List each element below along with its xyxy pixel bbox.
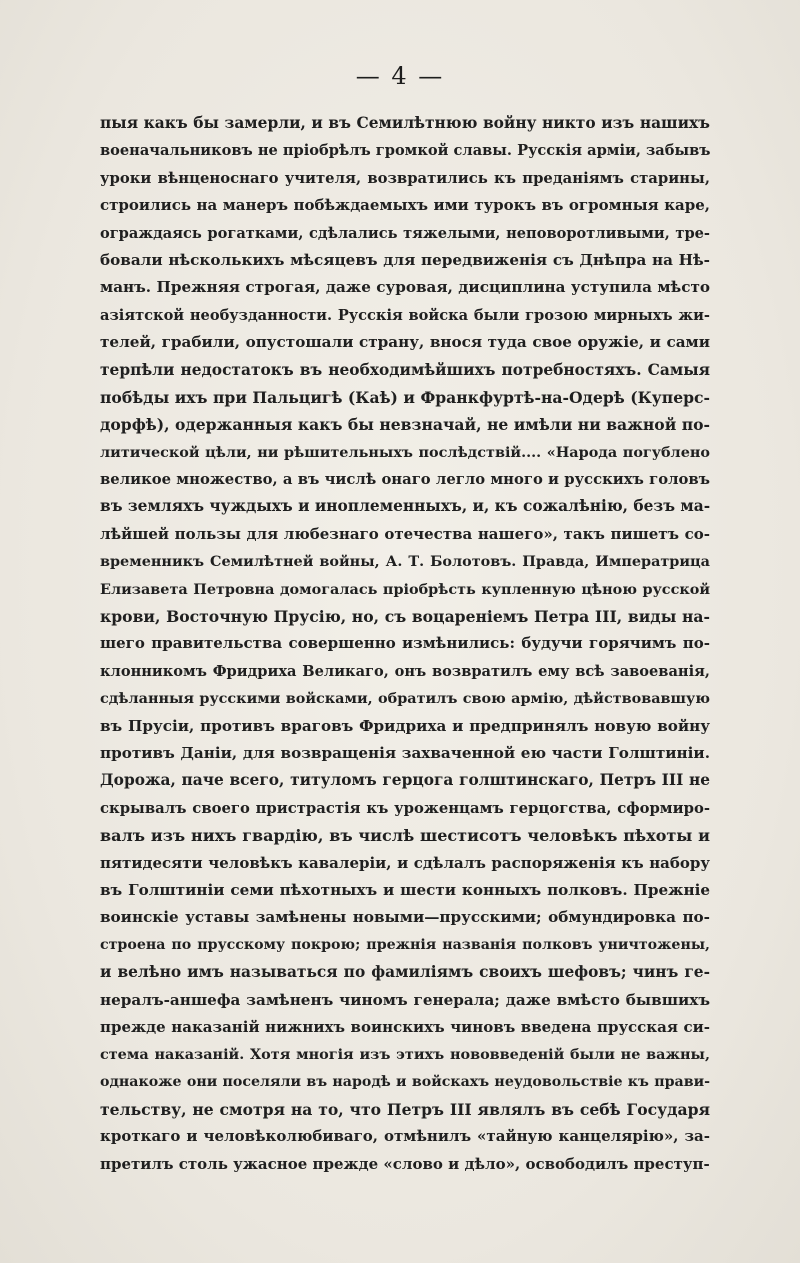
text-line: воинскіе уставы замѣнены новыми—прусскими; обмундировка по-: [100, 908, 710, 927]
text-line: уроки вѣнценоснаго учителя, возвратились къ преданіямъ старины,: [100, 169, 710, 187]
text-line: скрывалъ своего пристрастія къ уроженцамъ герцогства, сформиро-: [100, 799, 710, 817]
text-line: однакоже они поселяли въ народѣ и войскахъ неудовольствіе къ прави-: [100, 1073, 710, 1090]
text-line: прежде наказаній нижнихъ воинскихъ чиновъ введена прусская си-: [100, 1017, 710, 1036]
text-line: крови, Восточную Прусію, но, съ воцареніемъ Петра III, виды на-: [100, 607, 710, 627]
text-line: строена по прусскому покрою; прежнія названія полковъ уничтожены,: [100, 936, 710, 953]
text-line: въ Голштиніи семи пѣхотныхъ и шести конныхъ полковъ. Прежніе: [100, 880, 710, 899]
text-line: великое множество, а въ числѣ онаго легло много и русскихъ головъ: [100, 471, 710, 489]
text-line: претилъ столь ужасное прежде «слово и дѣло», освободилъ преступ-: [100, 1154, 710, 1173]
body-text: [100, 110, 710, 1178]
text-line: литической цѣли, ни рѣшительныхъ послѣдствій.... «Народа погублено: [100, 443, 710, 461]
text-line: побѣды ихъ при Пальцигѣ (Каѣ) и Франкфуртѣ-на-Одерѣ (Куперс-: [100, 387, 710, 407]
text-line: пятидесяти человѣкъ кавалеріи, и сдѣлалъ распоряженія къ набору: [100, 853, 710, 872]
text-line: лѣйшей пользы для любезнаго отечества нашего», такъ пишетъ со-: [100, 524, 710, 543]
text-line: нералъ-аншефа замѣненъ чиномъ генерала; даже вмѣсто бывшихъ: [100, 990, 710, 1009]
text-line: Елизавета Петровна домогалась пріобрѣсть купленную цѣною русской: [100, 580, 710, 598]
text-line: временникъ Семилѣтней войны, А. Т. Болотовъ. Правда, Императрица: [100, 553, 710, 571]
text-line: строились на манеръ побѣждаемыхъ ими турокъ въ огромныя каре,: [100, 196, 710, 215]
text-line: кроткаго и человѣколюбиваго, отмѣнилъ «тайную канцелярію», за-: [100, 1127, 710, 1146]
text-line: ограждаясь рогатками, сдѣлались тяжелыми, неповоротливыми, тре-: [100, 224, 710, 242]
text-line: сдѣланныя русскими войсками, обратилъ свою армію, дѣйствовавшую: [100, 690, 710, 708]
text-line: телей, грабили, опустошали страну, внося туда свое оружіе, и сами: [100, 333, 710, 352]
text-line: шего правительства совершенно измѣнились: будучи горячимъ по-: [100, 634, 710, 653]
text-line: клонникомъ Фридриха Великаго, онъ возвратилъ ему всѣ завоеванія,: [100, 662, 710, 680]
page-number: — 4 —: [355, 62, 445, 90]
text-line: военачальниковъ не пріобрѣлъ громкой славы. Русскія арміи, забывъ: [100, 142, 710, 160]
text-line: стема наказаній. Хотя многія изъ этихъ нововведеній были не важны,: [100, 1046, 710, 1064]
text-line: Дорожа, паче всего, титуломъ герцога голштинскаго, Петръ III не: [100, 771, 710, 790]
text-line: манъ. Прежняя строгая, даже суровая, дисциплина уступила мѣсто: [100, 278, 710, 297]
text-line: валъ изъ нихъ гвардію, въ числѣ шестисотъ человѣкъ пѣхоты и: [100, 826, 710, 846]
text-line: и велѣно имъ называться по фамиліямъ своихъ шефовъ; чинъ ге-: [100, 963, 710, 982]
text-line: въ земляхъ чуждыхъ и иноплеменныхъ, и, къ сожалѣнію, безъ ма-: [100, 497, 710, 516]
text-line: терпѣли недостатокъ въ необходимѣйшихъ потребностяхъ. Самыя: [100, 360, 710, 379]
text-line: дорфѣ), одержанныя какъ бы невзначай, не имѣли ни важной по-: [100, 415, 710, 435]
text-line: въ Прусіи, противъ враговъ Фридриха и предпринялъ новую войну: [100, 716, 710, 735]
text-line: азіятской необузданности. Русскія войска были грозою мирныхъ жи-: [100, 306, 710, 324]
text-line: тельству, не смотря на то, что Петръ III являлъ въ себѣ Государя: [100, 1100, 710, 1120]
text-line: пыя какъ бы замерли, и въ Семилѣтнюю войну никто изъ нашихъ: [100, 114, 710, 132]
text-line: противъ Даніи, для возвращенія захваченной ею части Голштиніи.: [100, 743, 710, 762]
text-line: бовали нѣсколькихъ мѣсяцевъ для передвиженія съ Днѣпра на Нѣ-: [100, 250, 710, 269]
